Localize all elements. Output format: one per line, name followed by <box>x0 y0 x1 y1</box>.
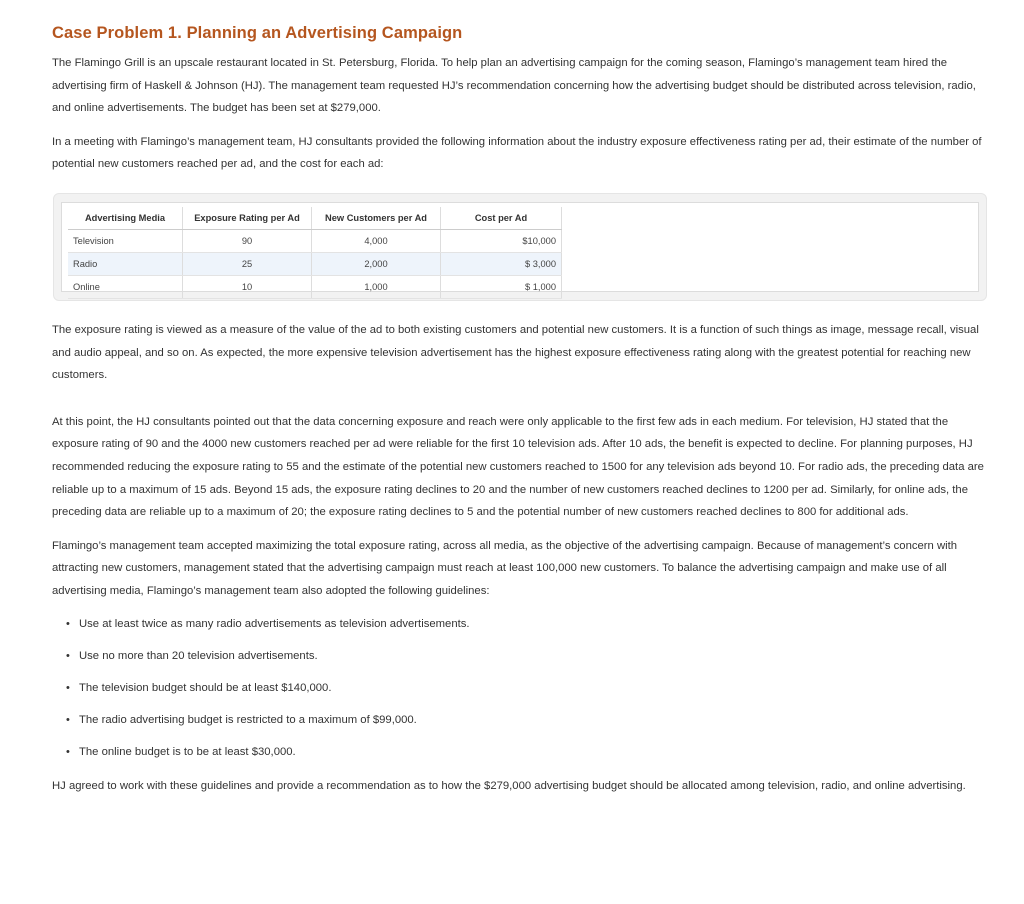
bullet-icon: • <box>66 681 70 694</box>
bullet-icon: • <box>66 746 70 759</box>
reach-paragraph: At this point, the HJ consultants pointed out that the data concerning exposure and reach were only applicable to the first few ads in each medium. For television, HJ stated that the exposure rating of 90 and the 4000 new customers reached per ad were reliable for the first 10 television ads. After 10 ads, the benefit is expected to decline. For planning purposes, HJ recommended reducing the exposure rating to 55 and the estimate of the potential new customers reached to 1500 for any television ads beyond 10. For radio ads, the preceding data are reliable up to a maximum of 15 ads. Beyond 15 ads, the exposure rating declines to 20 and the number of new customers reached declines to 1200 per ad. Similarly, for online ads, the preceding data are reliable up to a maximum of 20; the exposure rating declines to 5 and the potential number of new customers reached declines to 800 for additional ads. <box>52 415 984 519</box>
guideline-text: The radio advertising budget is restricted to a maximum of $99,000. <box>79 714 417 727</box>
closing-paragraph: HJ agreed to work with these guidelines and provide a recommendation as to how the $279,000 advertising budget should be allocated among television, radio, and online advertising. <box>52 779 966 792</box>
list-item <box>66 709 992 732</box>
cell-media: Radio <box>68 252 183 275</box>
cell-exposure: 25 <box>183 252 312 275</box>
header-advertising-media: Advertising Media <box>68 207 183 230</box>
cell-exposure: 10 <box>183 275 312 298</box>
cell-customers: 4,000 <box>312 229 441 252</box>
meeting-paragraph: In a meeting with Flamingo’s management team, HJ consultants provided the following information about the industry exposure effectiveness rating per ad, their estimate of the number of potential new customers reached per ad, and the cost for each ad: <box>52 135 982 171</box>
guideline-text: Use at least twice as many radio advertisements as television advertisements. <box>79 617 470 630</box>
list-item <box>66 741 992 764</box>
list-item <box>66 645 992 668</box>
guidelines-list <box>52 613 992 764</box>
document-page <box>52 24 992 797</box>
table-row <box>68 275 562 298</box>
cell-media: Television <box>68 229 183 252</box>
page-title: Case Problem 1. Planning an Advertising Campaign <box>52 24 463 42</box>
guideline-text: Use no more than 20 television advertisements. <box>79 649 318 662</box>
table-scroll-area <box>61 202 979 292</box>
header-cost-per-ad: Cost per Ad <box>441 207 562 230</box>
header-new-customers: New Customers per Ad <box>312 207 441 230</box>
header-exposure-rating: Exposure Rating per Ad <box>183 207 312 230</box>
cell-media: Online <box>68 275 183 298</box>
intro-paragraph: The Flamingo Grill is an upscale restaurant located in St. Petersburg, Florida. To help plan an advertising campaign for the coming season, Flamingo’s management team hired the advertising firm of Haskell & Johnson (HJ). The management team requested HJ’s recommendation concerning how the advertising budget should be distributed across television, radio, and online advertisements. The budget has been set at $279,000. <box>52 57 976 115</box>
bullet-icon: • <box>66 617 70 630</box>
cell-cost: $10,000 <box>441 229 562 252</box>
cell-cost: $ 3,000 <box>441 252 562 275</box>
table-row <box>68 229 562 252</box>
cell-customers: 1,000 <box>312 275 441 298</box>
list-item <box>66 613 992 636</box>
list-item <box>66 677 992 700</box>
advertising-media-table <box>68 207 562 299</box>
cell-exposure: 90 <box>183 229 312 252</box>
cell-cost: $ 1,000 <box>441 275 562 298</box>
objective-paragraph: Flamingo’s management team accepted maximizing the total exposure rating, across all media, as the objective of the advertising campaign. Because of management’s concern with attracting new customers, management stated that the advertising campaign must reach at least 100,000 new customers. To balance the advertising campaign and make use of all advertising media, Flamingo’s management team also adopted the following guidelines: <box>52 539 958 597</box>
cell-customers: 2,000 <box>312 252 441 275</box>
table-row <box>68 252 562 275</box>
table-container <box>53 193 987 301</box>
bullet-icon: • <box>66 649 70 662</box>
guideline-text: The online budget is to be at least $30,000. <box>79 746 296 759</box>
bullet-icon: • <box>66 714 70 727</box>
guideline-text: The television budget should be at least $140,000. <box>79 681 332 694</box>
table-header-row <box>68 207 562 230</box>
exposure-paragraph: The exposure rating is viewed as a measure of the value of the ad to both existing customers and potential new customers. It is a function of such things as image, message recall, visual and audio appeal, and so on. As expected, the more expensive television advertisement has the highest exposure effectiveness rating along with the greatest potential for reaching new customers. <box>52 323 979 382</box>
